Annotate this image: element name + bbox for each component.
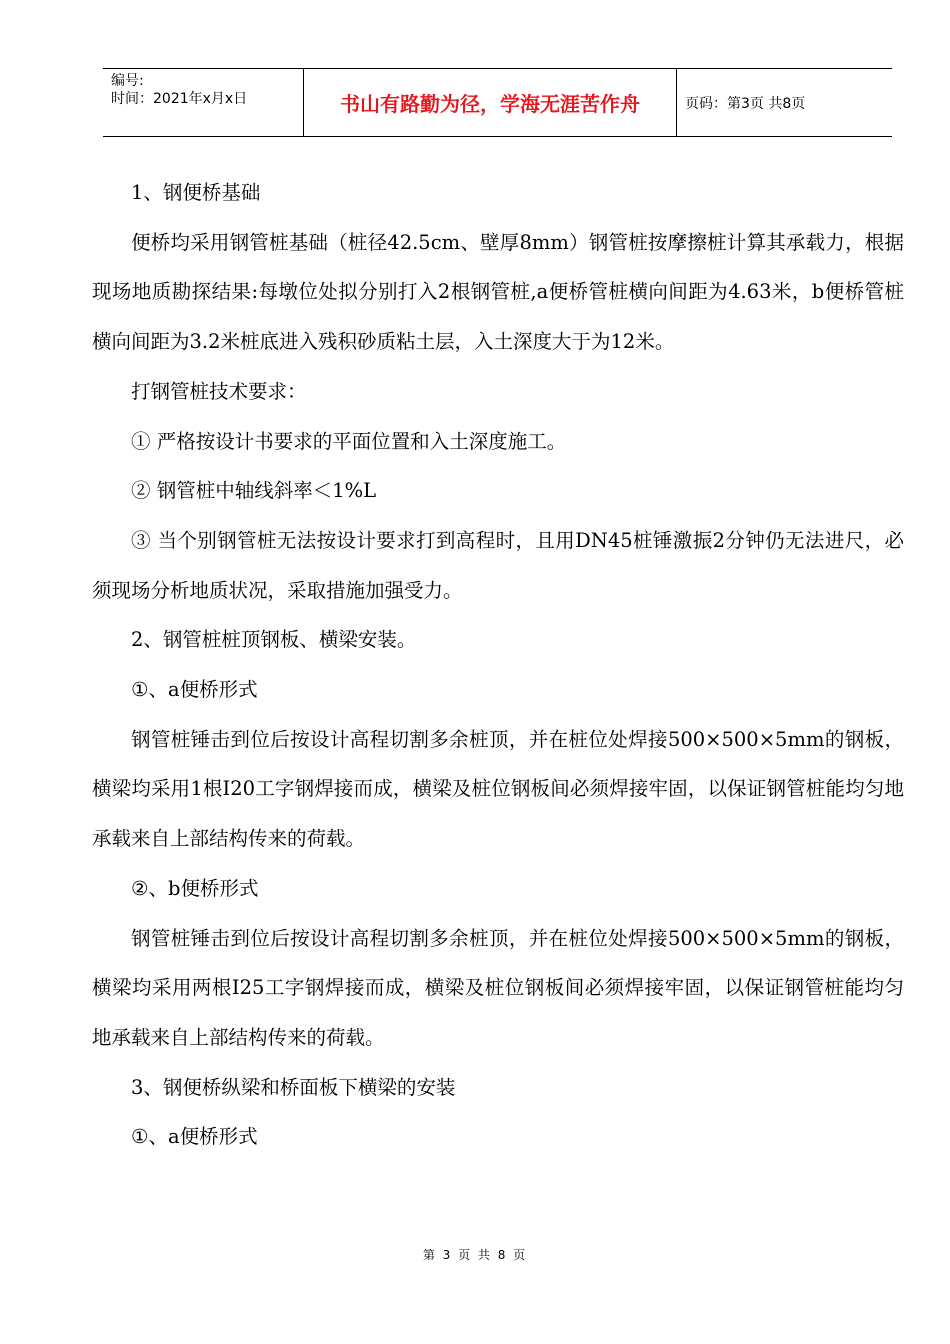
time-label: 时间：2021年x月x日: [111, 91, 248, 107]
header-meta: [103, 69, 304, 136]
paragraph: 钢管桩锤击到位后按设计高程切割多余桩顶，并在桩位处焊接500×500×5mm的钢板，横梁均采用两根I25工字钢焊接而成，横梁及桩位钢板间必须焊接牢固，以保证钢管桩能均匀地承载来自上部结构传来的荷载。: [92, 926, 904, 1049]
paragraph: ③ 当个别钢管桩无法按设计要求打到高程时，且用DN45桩锤激振2分钟仍无法进尺，必须现场分析地质状况，采取措施加强受力。: [92, 528, 904, 602]
paragraph: ② 钢管桩中轴线斜率＜1%L: [131, 479, 377, 503]
paragraph: 2、钢管桩桩顶钢板、横梁安装。: [131, 628, 417, 652]
header-slogan: 书山有路勤为径，学海无涯苦作舟: [304, 69, 677, 136]
paragraph: 打钢管桩技术要求：: [131, 379, 307, 403]
paragraph: ②、b便桥形式: [131, 876, 259, 900]
paragraph: ①、a便桥形式: [131, 1125, 258, 1149]
paragraph: 1、钢便桥基础: [131, 181, 261, 204]
paragraph: ①、a便桥形式: [131, 678, 258, 702]
document-body: [92, 168, 904, 1162]
page-footer: 第 3 页 共 8 页: [422, 1248, 528, 1262]
paragraph: 3、钢便桥纵梁和桥面板下横梁的安装: [131, 1075, 456, 1099]
serial-label: 编号:: [111, 73, 144, 89]
paragraph: 钢管桩锤击到位后按设计高程切割多余桩顶，并在桩位处焊接500×500×5mm的钢板，横梁均采用1根I20工字钢焊接而成，横梁及桩位钢板间必须焊接牢固，以保证钢管桩能均匀地承载来自上部结构传来的荷载。: [92, 727, 904, 851]
header-page-info: 页码：第3页 共8页: [685, 95, 806, 112]
page-header: [103, 68, 892, 137]
paragraph: ① 严格按设计书要求的平面位置和入土深度施工。: [131, 429, 567, 453]
paragraph: 便桥均采用钢管桩基础（桩径42.5cm、壁厚8mm）钢管桩按摩擦桩计算其承载力，根据现场地质勘探结果:每墩位处拟分别打入2根钢管桩,a便桥管桩横向间距为4.63米，b便桥管桩横向间距为3.2米桩底进入残积砂质粘土层，入土深度大于为12米。: [92, 230, 904, 354]
